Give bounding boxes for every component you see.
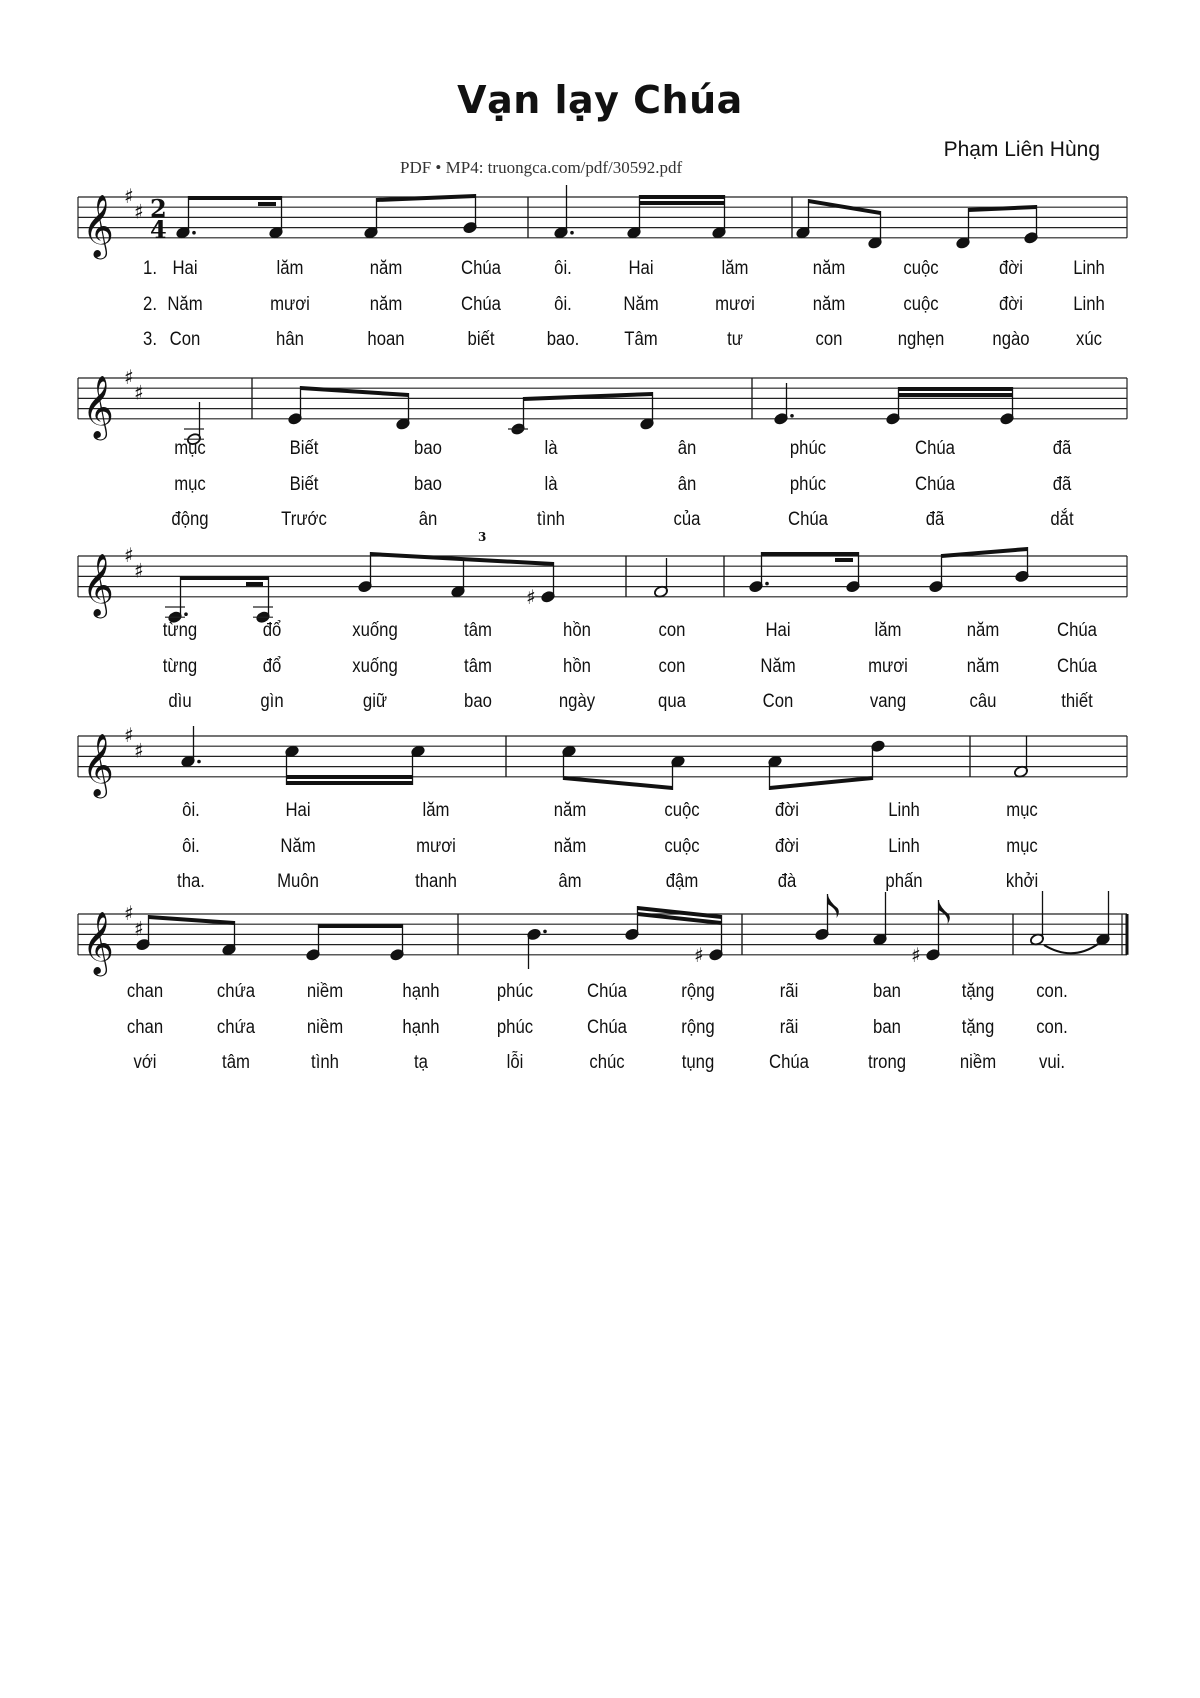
lyric-syllable: ngào [992, 329, 1030, 350]
lyric-syllable: mươi [416, 836, 456, 857]
lyric-syllable: đà [777, 871, 797, 892]
sharp-icon: ♯ [694, 942, 704, 967]
lyric-syllable: con [815, 329, 843, 350]
beam [640, 201, 725, 205]
lyric-syllable: đời [999, 258, 1023, 279]
lyric-syllable: dắt [1050, 509, 1074, 530]
lyric-syllable: ôi. [554, 258, 572, 279]
treble-clef-icon: 𝄞 [82, 193, 114, 257]
lyric-syllable: lăm [874, 620, 902, 641]
lyric-syllable: đổ [262, 620, 282, 641]
augmentation-dot [765, 582, 769, 586]
lyric-syllable: Muôn [277, 871, 319, 892]
verse-number: 2. [143, 294, 157, 315]
treble-clef-icon: 𝄞 [82, 552, 114, 616]
lyric-syllable: từng [162, 620, 198, 641]
lyric-syllable: ban [873, 981, 901, 1002]
lyric-syllable: hân [276, 329, 304, 350]
lyric-syllable: tha. [177, 871, 205, 892]
lyric-syllable: thiết [1061, 691, 1093, 712]
lyric-syllable: chan [126, 981, 164, 1002]
lyric-syllable: tâm [464, 620, 492, 641]
lyric-syllable: Hai [765, 620, 791, 641]
lyric-syllable: Con [762, 691, 794, 712]
lyric-syllable: ôi. [182, 800, 200, 821]
lyric-syllable: rộng [681, 1017, 715, 1038]
lyric-syllable: Chúa [915, 474, 955, 495]
treble-clef-icon: 𝄞 [82, 374, 114, 438]
lyric-syllable: niềm [306, 1017, 344, 1038]
lyric-syllable: bao. [546, 329, 580, 350]
source-link[interactable]: PDF • MP4: truongca.com/pdf/30592.pdf [400, 158, 683, 177]
sharp-icon: ♯ [134, 916, 144, 941]
lyric-syllable: mục [174, 474, 206, 495]
lyric-syllable: của [673, 509, 701, 530]
lyric-syllable: niềm [959, 1052, 997, 1073]
sharp-icon: ♯ [124, 184, 134, 208]
augmentation-dot [543, 930, 547, 934]
lyric-syllable: năm [553, 836, 587, 857]
beam [524, 392, 653, 401]
lyric-syllable: Trước [281, 509, 327, 530]
lyric-syllable: Biết [289, 438, 319, 459]
lyric-syllable: tụng [681, 1052, 715, 1073]
lyric-syllable: Linh [888, 800, 920, 821]
lyric-syllable: hạnh [402, 981, 440, 1002]
lyric-syllable: thanh [415, 871, 457, 892]
lyric-syllable: đã [1052, 474, 1072, 495]
tie [1044, 944, 1098, 953]
lyric-syllable: năm [369, 294, 403, 315]
lyric-syllable: phấn [885, 871, 923, 892]
lyric-syllable: Chúa [1057, 620, 1097, 641]
lyric-syllable: đổ [262, 656, 282, 677]
lyric-syllable: xúc [1075, 329, 1103, 350]
beam [258, 202, 276, 206]
lyric-syllable: dìu [168, 691, 192, 712]
lyric-syllable: niềm [306, 981, 344, 1002]
lyric-syllable: âm [558, 871, 582, 892]
sharp-icon: ♯ [134, 199, 144, 224]
lyric-syllable: tình [311, 1052, 339, 1073]
lyric-syllable: đời [999, 294, 1023, 315]
lyric-syllable: con [658, 656, 686, 677]
lyric-syllable: phúc [496, 1017, 534, 1038]
lyric-syllable: con [658, 620, 686, 641]
lyric-syllable: Linh [888, 836, 920, 857]
lyric-syllable: tâm [222, 1052, 250, 1073]
verse-number: 1. [143, 258, 157, 279]
lyric-syllable: ân [677, 438, 697, 459]
lyric-syllable: tình [537, 509, 565, 530]
lyric-syllable: Linh [1073, 294, 1105, 315]
lyric-syllable: Năm [280, 836, 316, 857]
song-title: Vạn lạy Chúa [457, 78, 743, 122]
lyric-syllable: tặng [961, 981, 995, 1002]
sharp-icon: ♯ [124, 901, 134, 925]
lyric-syllable: ban [873, 1017, 901, 1038]
lyric-syllable: Chúa [788, 509, 828, 530]
lyric-syllable: vui. [1038, 1052, 1066, 1073]
beam [371, 552, 554, 566]
augmentation-dot [192, 231, 196, 235]
lyric-syllable: ôi. [182, 836, 200, 857]
verse-number: 3. [143, 329, 157, 350]
lyric-syllable: năm [369, 258, 403, 279]
lyric-syllable: chúc [589, 1052, 625, 1073]
lyric-syllable: lăm [721, 258, 749, 279]
composer-name: Phạm Liên Hùng [943, 138, 1100, 161]
beam [899, 393, 1013, 397]
lyric-syllable: cuộc [664, 836, 700, 857]
beam [640, 195, 725, 199]
tuplet-number: 3 [478, 530, 487, 544]
lyric-syllable: cuộc [903, 294, 939, 315]
lyric-syllable: chứa [216, 1017, 256, 1038]
lyric-syllable: câu [969, 691, 997, 712]
lyric-syllable: cuộc [903, 258, 939, 279]
lyric-syllable: Năm [760, 656, 796, 677]
lyric-syllable: hồn [563, 620, 591, 641]
lyric-syllable: phúc [789, 438, 827, 459]
lyric-syllable: mươi [715, 294, 755, 315]
beam [770, 776, 873, 790]
lyric-syllable: qua [658, 691, 686, 712]
lyric-syllable: bao [414, 474, 442, 495]
lyric-syllable: từng [162, 656, 198, 677]
beam [564, 776, 673, 790]
lyric-syllable: giữ [362, 691, 388, 712]
lyric-syllable: Con [169, 329, 201, 350]
time-signature-top: 2 [150, 194, 167, 223]
treble-clef-icon: 𝄞 [82, 910, 114, 974]
lyric-syllable: trong [867, 1052, 907, 1073]
lyric-syllable: bao [414, 438, 442, 459]
sharp-icon: ♯ [124, 543, 134, 567]
augmentation-dot [790, 414, 794, 418]
lyric-syllable: xuống [352, 620, 398, 641]
beam [181, 576, 269, 580]
lyric-syllable: biết [467, 329, 495, 350]
lyric-syllable: Chúa [1057, 656, 1097, 677]
lyric-syllable: Hai [285, 800, 311, 821]
lyric-syllable: đậm [665, 871, 699, 892]
beam [969, 205, 1037, 212]
sharp-icon: ♯ [526, 584, 536, 609]
beam [835, 558, 853, 562]
lyric-syllable: mươi [270, 294, 310, 315]
lyric-syllable: hoan [367, 329, 405, 350]
beam [319, 924, 403, 928]
lyric-syllable: nghẹn [897, 329, 945, 350]
lyric-syllable: Chúa [587, 981, 627, 1002]
lyric-syllable: hồn [563, 656, 591, 677]
lyric-syllable: lỗi [506, 1052, 524, 1073]
augmentation-dot [570, 231, 574, 235]
lyric-syllable: đã [1052, 438, 1072, 459]
beam [762, 552, 859, 556]
eighth-flag-icon [939, 900, 950, 924]
lyric-syllable: động [171, 509, 209, 530]
lyric-syllable: là [544, 438, 558, 459]
lyric-syllable: chan [126, 1017, 164, 1038]
lyric-syllable: rãi [779, 1017, 799, 1038]
lyric-syllable: gìn [260, 691, 284, 712]
augmentation-dot [184, 612, 188, 616]
lyric-syllable: vang [869, 691, 907, 712]
lyric-syllable: lăm [276, 258, 304, 279]
lyric-syllable: Chúa [461, 294, 501, 315]
sharp-icon: ♯ [911, 942, 921, 967]
lyric-syllable: tạ [414, 1052, 428, 1073]
lyric-syllable: năm [553, 800, 587, 821]
lyric-syllable: Biết [289, 474, 319, 495]
lyric-syllable: ngày [558, 691, 596, 712]
sharp-icon: ♯ [134, 558, 144, 583]
lyric-syllable: bao [464, 691, 492, 712]
lyric-syllable: ân [677, 474, 697, 495]
lyric-syllable: Hai [172, 258, 198, 279]
lyric-syllable: năm [966, 620, 1000, 641]
lyric-syllable: mục [1006, 800, 1038, 821]
lyric-syllable: mục [174, 438, 206, 459]
lyric-syllable: tặng [961, 1017, 995, 1038]
treble-clef-icon: 𝄞 [82, 732, 114, 796]
beam [246, 582, 263, 586]
lyric-syllable: là [544, 474, 558, 495]
lyric-syllable: Chúa [461, 258, 501, 279]
beam [189, 196, 282, 200]
lyric-syllable: con. [1036, 981, 1068, 1002]
lyric-syllable: phúc [496, 981, 534, 1002]
lyric-syllable: năm [966, 656, 1000, 677]
lyric-syllable: Năm [623, 294, 659, 315]
lyric-syllable: rộng [681, 981, 715, 1002]
augmentation-dot [197, 760, 201, 764]
beam [899, 387, 1013, 391]
lyric-syllable: khởi [1005, 871, 1039, 892]
lyric-syllable: Chúa [587, 1017, 627, 1038]
lyric-syllable: Linh [1073, 258, 1105, 279]
lyric-syllable: rãi [779, 981, 799, 1002]
lyric-syllable: hạnh [402, 1017, 440, 1038]
lyric-syllable: Chúa [915, 438, 955, 459]
lyric-syllable: Tâm [624, 329, 658, 350]
lyric-syllable: Năm [167, 294, 203, 315]
lyric-syllable: phúc [789, 474, 827, 495]
lyric-syllable: tâm [464, 656, 492, 677]
lyric-syllable: ôi. [554, 294, 572, 315]
lyric-syllable: đã [925, 509, 945, 530]
lyric-syllable: mục [1006, 836, 1038, 857]
lyric-syllable: Chúa [769, 1052, 809, 1073]
sharp-icon: ♯ [134, 380, 144, 405]
beam [377, 194, 476, 202]
lyric-syllable: cuộc [664, 800, 700, 821]
sharp-icon: ♯ [124, 365, 134, 389]
lyric-syllable: lăm [422, 800, 450, 821]
lyric-syllable: đời [775, 836, 799, 857]
lyric-syllable: con. [1036, 1017, 1068, 1038]
beam [149, 915, 235, 925]
sharp-icon: ♯ [124, 723, 134, 747]
lyric-syllable: mươi [868, 656, 908, 677]
lyric-syllable: Hai [628, 258, 654, 279]
lyric-syllable: năm [812, 258, 846, 279]
lyric-syllable: xuống [352, 656, 398, 677]
sharp-icon: ♯ [134, 738, 144, 763]
lyric-syllable: chứa [216, 981, 256, 1002]
lyric-syllable: đời [775, 800, 799, 821]
lyric-syllable: năm [812, 294, 846, 315]
lyric-syllable: ân [418, 509, 438, 530]
lyric-syllable: với [133, 1052, 157, 1073]
time-signature-bottom: 4 [150, 215, 167, 244]
beam [287, 775, 413, 779]
beam [287, 781, 413, 785]
lyric-syllable: tư [727, 329, 743, 350]
